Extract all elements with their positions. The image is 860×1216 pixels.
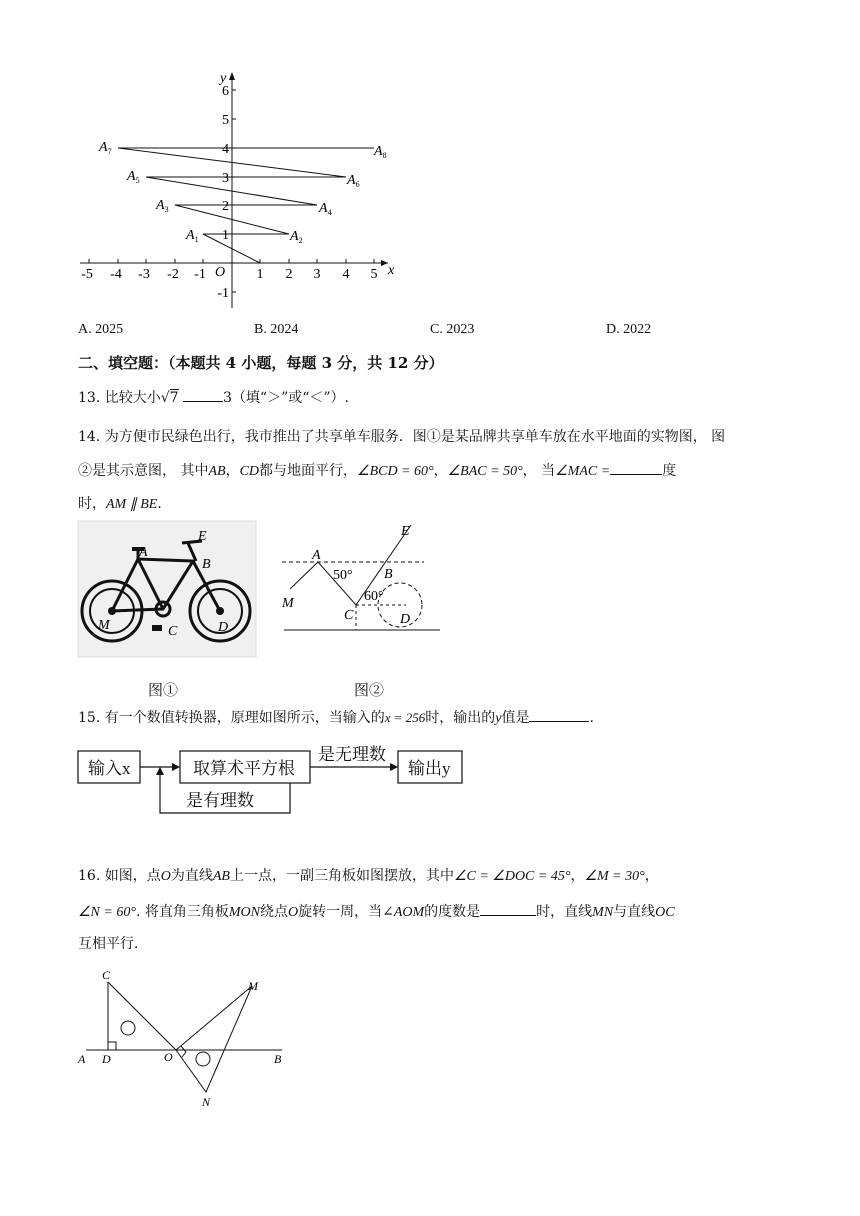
q14-separator: ，	[433, 463, 448, 479]
option-a[interactable]: A. 2025	[78, 322, 124, 337]
x-tick-label: -2	[167, 267, 179, 282]
q16-separator: ，	[644, 868, 659, 884]
question-number: 13.	[78, 390, 101, 406]
x-tick-label: -1	[194, 267, 206, 282]
fig3-label: A	[78, 1052, 86, 1066]
q16-text: 时，直线	[536, 904, 593, 920]
question-14-line-1	[78, 427, 725, 447]
parallel-statement: AM ∥ BE	[106, 497, 158, 512]
fig2-label: B	[384, 567, 393, 582]
fig1-label: D	[218, 620, 229, 635]
flow-input-label: 输入x	[88, 759, 131, 778]
origin-label: O	[215, 265, 226, 280]
fig1-label: M	[98, 618, 110, 633]
q16-separator: ，	[570, 868, 585, 884]
q14-text: 为方便市民绿色出行，我市推出了共享单车服务．图①是某品牌共享单车放在水平地面的实物图， 图	[104, 429, 726, 445]
x-axis-label: x	[388, 263, 395, 278]
option-b[interactable]: B. 2024	[254, 322, 299, 337]
q13-text: 比较大小	[104, 390, 161, 406]
triangle-mon: MON	[228, 905, 260, 920]
fig2-label: A	[312, 548, 321, 563]
sqrt-sign: √	[160, 390, 170, 406]
q14-text: 时，	[78, 496, 106, 512]
question-number: 16.	[78, 868, 101, 884]
q16-text: . 将直角三角板	[135, 904, 229, 920]
answer-blank[interactable]	[183, 387, 223, 402]
q14-unit: 度	[662, 463, 677, 479]
answer-blank[interactable]	[610, 460, 662, 475]
fig3-label: O	[164, 1050, 173, 1064]
flow-rational-label: 是有理数	[186, 791, 254, 810]
x-tick-label: 2	[285, 267, 293, 282]
point-label-a2: $A_2$	[290, 229, 303, 245]
q15-text: 值是	[501, 710, 530, 726]
fig2-label: C	[344, 608, 354, 623]
point-label-a8: $A_8$	[374, 144, 387, 160]
question-16-line-2	[78, 901, 675, 923]
bicycle-schematic	[276, 521, 448, 637]
x-tick-label: -5	[81, 267, 93, 282]
q16-text: 旋转一周，当∠	[298, 904, 394, 920]
angle-bcd: ∠BCD = 60°	[357, 464, 434, 479]
figure-1-caption: 图①	[148, 681, 179, 699]
sqrt-radicand: 7	[169, 390, 179, 406]
triangle-figure	[76, 968, 296, 1110]
point-label-a1: $A_1$	[186, 228, 199, 244]
q14-text: ②是其示意图， 其中	[78, 463, 209, 479]
question-16-line-1	[78, 866, 659, 887]
q15-text: 时，输出的	[425, 710, 496, 726]
angle-condition-2: ∠M = 30°	[584, 869, 645, 884]
triangle-mon	[176, 986, 252, 1092]
x-tick-label: 4	[342, 267, 350, 282]
question-number: 14.	[78, 429, 101, 445]
fig1-label: A	[139, 545, 148, 560]
q16-text: 上一点，一副三角板如图摆放，其中	[229, 868, 454, 884]
input-value: x = 256	[384, 710, 426, 725]
point-label-a3: $A_3$	[156, 198, 169, 214]
point-label-a5: $A_5$	[127, 169, 140, 185]
q14-text: ， 当	[522, 463, 556, 479]
bicycle-photo	[78, 521, 256, 657]
angle-bac: ∠BAC = 50°	[447, 464, 523, 479]
flow-irrational-label: 是无理数	[318, 745, 386, 764]
q14-text: .	[157, 496, 162, 512]
answer-blank[interactable]	[480, 901, 536, 916]
point-o: O	[160, 869, 171, 884]
line-oc: OC	[655, 905, 675, 920]
angle-condition-1: ∠C = ∠DOC = 45°	[453, 869, 571, 884]
q14-text: 都与地面平行，	[259, 463, 358, 479]
fig3-label: B	[274, 1052, 282, 1066]
triangle-cdo	[108, 982, 176, 1050]
segment-ab: AB	[208, 464, 226, 479]
q16-text: 为直线	[170, 868, 213, 884]
x-tick-label: 1	[256, 267, 264, 282]
y-tick-label: 3	[222, 171, 229, 186]
fig3-label: N	[202, 1095, 211, 1109]
option-c[interactable]: C. 2023	[430, 322, 475, 337]
line-ab: AB	[212, 869, 230, 884]
section-title: 二、填空题：（本题共 4 小题，每题 3 分，共 12 分）	[78, 354, 444, 372]
y-tick-label: 6	[222, 84, 229, 99]
y-tick-label: -1	[217, 286, 229, 301]
answer-blank[interactable]	[529, 707, 589, 722]
x-tick-label: -3	[138, 267, 150, 282]
fig3-label: C	[102, 968, 111, 982]
angle-condition-3: ∠N = 60°	[78, 905, 136, 920]
question-13	[78, 387, 349, 408]
point-label-a4: $A_4$	[319, 201, 332, 217]
flow-process-label: 取算术平方根	[193, 759, 295, 778]
flow-output-label: 输出y	[408, 759, 451, 778]
segment-cd: CD	[239, 464, 260, 479]
fig3-label: M	[248, 979, 258, 993]
y-axis-label: y	[220, 71, 227, 86]
point-label-a7: $A_7$	[99, 140, 112, 156]
fig2-label: E	[401, 524, 410, 539]
x-tick-label: -4	[110, 267, 122, 282]
y-tick-label: 2	[222, 199, 229, 214]
y-tick-label: 4	[222, 142, 229, 157]
coordinate-graph	[70, 68, 410, 313]
question-14-line-3	[78, 494, 162, 515]
q15-text: 有一个数值转换器，原理如图所示，当输入的	[104, 710, 385, 726]
question-number: 15.	[78, 710, 101, 726]
figure-2-caption: 图②	[354, 681, 385, 699]
angle-aom: AOM	[393, 905, 425, 920]
x-tick-label: 3	[313, 267, 321, 282]
flowchart	[76, 743, 451, 815]
q13-text-after: 3（填“＞”或“＜”）.	[223, 390, 350, 406]
y-tick-label: 5	[222, 113, 229, 128]
y-tick-label: 1	[222, 228, 229, 243]
q16-text: 如图，点	[104, 868, 161, 884]
q14-separator: ，	[225, 463, 240, 479]
fig1-label: C	[168, 624, 178, 639]
option-d[interactable]: D. 2022	[606, 322, 652, 337]
fig2-label: D	[400, 612, 411, 627]
q16-text: 与直线	[613, 904, 656, 920]
point-label-a6: $A_6$	[347, 173, 360, 189]
fig1-label: B	[202, 557, 211, 572]
fig2-label: M	[282, 596, 294, 611]
question-14-line-2	[78, 460, 676, 482]
question-15	[78, 707, 594, 729]
point-o: O	[287, 905, 299, 920]
fig1-label: E	[198, 529, 207, 544]
fig3-label: D	[102, 1052, 111, 1066]
line-mn: MN	[592, 905, 614, 920]
q16-text: 的度数是	[424, 904, 481, 920]
question-16-line-3: 互相平行.	[78, 936, 139, 952]
x-tick-label: 5	[370, 267, 378, 282]
q15-end: .	[589, 710, 594, 726]
output-var: y	[495, 711, 502, 726]
fig2-angle: 60°	[364, 589, 384, 604]
angle-mac: ∠MAC =	[555, 464, 611, 479]
fig2-angle: 50°	[333, 568, 353, 583]
q16-text: 绕点	[259, 904, 288, 920]
